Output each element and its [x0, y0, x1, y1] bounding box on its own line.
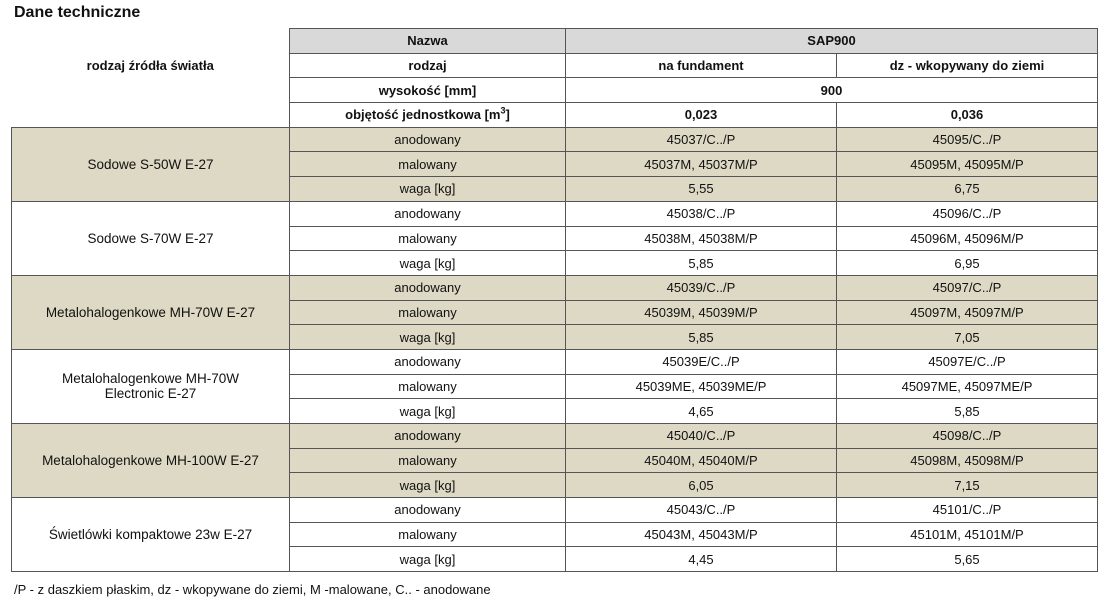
row-label: anodowany: [290, 127, 566, 152]
table-row: [12, 424, 1098, 449]
cell-value: 5,85: [837, 399, 1098, 424]
cell-value: 4,45: [566, 547, 837, 572]
row-label: anodowany: [290, 424, 566, 449]
row-label: malowany: [290, 300, 566, 325]
header-row-nazwa: [12, 29, 1098, 54]
row-label: waga [kg]: [290, 177, 566, 202]
cell-value: 45043M, 45043M/P: [566, 522, 837, 547]
source-group-name: Metalohalogenkowe MH-70W E-27: [12, 275, 290, 349]
row-label: malowany: [290, 152, 566, 177]
nazwa-label: Nazwa: [290, 29, 566, 54]
cell-value: 45097E/C../P: [837, 349, 1098, 374]
table-row: [12, 349, 1098, 374]
table-row: [12, 201, 1098, 226]
cell-value: 45040/C../P: [566, 424, 837, 449]
spec-table: [11, 28, 1098, 572]
cell-value: 6,05: [566, 473, 837, 498]
cell-value: 7,15: [837, 473, 1098, 498]
rodzaj-label: rodzaj: [290, 53, 566, 78]
cell-value: 45097ME, 45097ME/P: [837, 374, 1098, 399]
source-group-name: Świetlówki kompaktowe 23w E-27: [12, 498, 290, 572]
row-label: waga [kg]: [290, 547, 566, 572]
volume-value-1: 0,023: [566, 103, 837, 128]
source-group-name: Metalohalogenkowe MH-70W Electronic E-27: [12, 349, 290, 423]
row-label: waga [kg]: [290, 325, 566, 350]
cell-value: 45039/C../P: [566, 275, 837, 300]
row-label: waga [kg]: [290, 399, 566, 424]
cell-value: 45096M, 45096M/P: [837, 226, 1098, 251]
variant-1-header: na fundament: [566, 53, 837, 78]
cell-value: 45095M, 45095M/P: [837, 152, 1098, 177]
cell-value: 45096/C../P: [837, 201, 1098, 226]
table-row: [12, 498, 1098, 523]
row-label: anodowany: [290, 349, 566, 374]
row-label: waga [kg]: [290, 251, 566, 276]
table-row: [12, 127, 1098, 152]
header-row-volume: [12, 103, 1098, 128]
source-type-header: rodzaj źródła światła: [86, 58, 214, 74]
cell-value: 4,65: [566, 399, 837, 424]
source-group-name: Sodowe S-50W E-27: [12, 127, 290, 201]
cell-value: 5,55: [566, 177, 837, 202]
cell-value: 45101/C../P: [837, 498, 1098, 523]
cell-value: 45101M, 45101M/P: [837, 522, 1098, 547]
cell-value: 5,65: [837, 547, 1098, 572]
row-label: anodowany: [290, 275, 566, 300]
volume-value-2: 0,036: [837, 103, 1098, 128]
cell-value: 7,05: [837, 325, 1098, 350]
cell-value: 5,85: [566, 325, 837, 350]
cell-value: 45039ME, 45039ME/P: [566, 374, 837, 399]
cell-value: 6,75: [837, 177, 1098, 202]
table-row: [12, 275, 1098, 300]
cell-value: 6,95: [837, 251, 1098, 276]
cell-value: 45037/C../P: [566, 127, 837, 152]
cell-value: 45037M, 45037M/P: [566, 152, 837, 177]
row-label: malowany: [290, 448, 566, 473]
source-group-name: Metalohalogenkowe MH-100W E-27: [12, 424, 290, 498]
cell-value: 45038/C../P: [566, 201, 837, 226]
cell-value: 45039E/C../P: [566, 349, 837, 374]
row-label: anodowany: [290, 498, 566, 523]
cell-value: 45095/C../P: [837, 127, 1098, 152]
source-group-name: Sodowe S-70W E-27: [12, 201, 290, 275]
cell-value: 45039M, 45039M/P: [566, 300, 837, 325]
cell-value: 45098/C../P: [837, 424, 1098, 449]
page-title: Dane techniczne: [14, 4, 141, 21]
row-label: waga [kg]: [290, 473, 566, 498]
row-label: malowany: [290, 374, 566, 399]
row-label: anodowany: [290, 201, 566, 226]
cell-value: 45038M, 45038M/P: [566, 226, 837, 251]
height-value: 900: [566, 78, 1098, 103]
cell-value: 45097M, 45097M/P: [837, 300, 1098, 325]
cell-value: 45040M, 45040M/P: [566, 448, 837, 473]
cell-value: 5,85: [566, 251, 837, 276]
cell-value: 45097/C../P: [837, 275, 1098, 300]
row-label: malowany: [290, 226, 566, 251]
height-label: wysokość [mm]: [290, 78, 566, 103]
model-name: SAP900: [566, 29, 1098, 54]
row-label: malowany: [290, 522, 566, 547]
volume-label: objętość jednostkowa $[m^3]$: [290, 103, 566, 128]
cell-value: 45098M, 45098M/P: [837, 448, 1098, 473]
cell-value: 45043/C../P: [566, 498, 837, 523]
variant-2-header: dz - wkopywany do ziemi: [837, 53, 1098, 78]
footnote: /P - z daszkiem płaskim, dz - wkopywane do ziemi, M -malowane, C.. - anodowane: [14, 582, 491, 597]
